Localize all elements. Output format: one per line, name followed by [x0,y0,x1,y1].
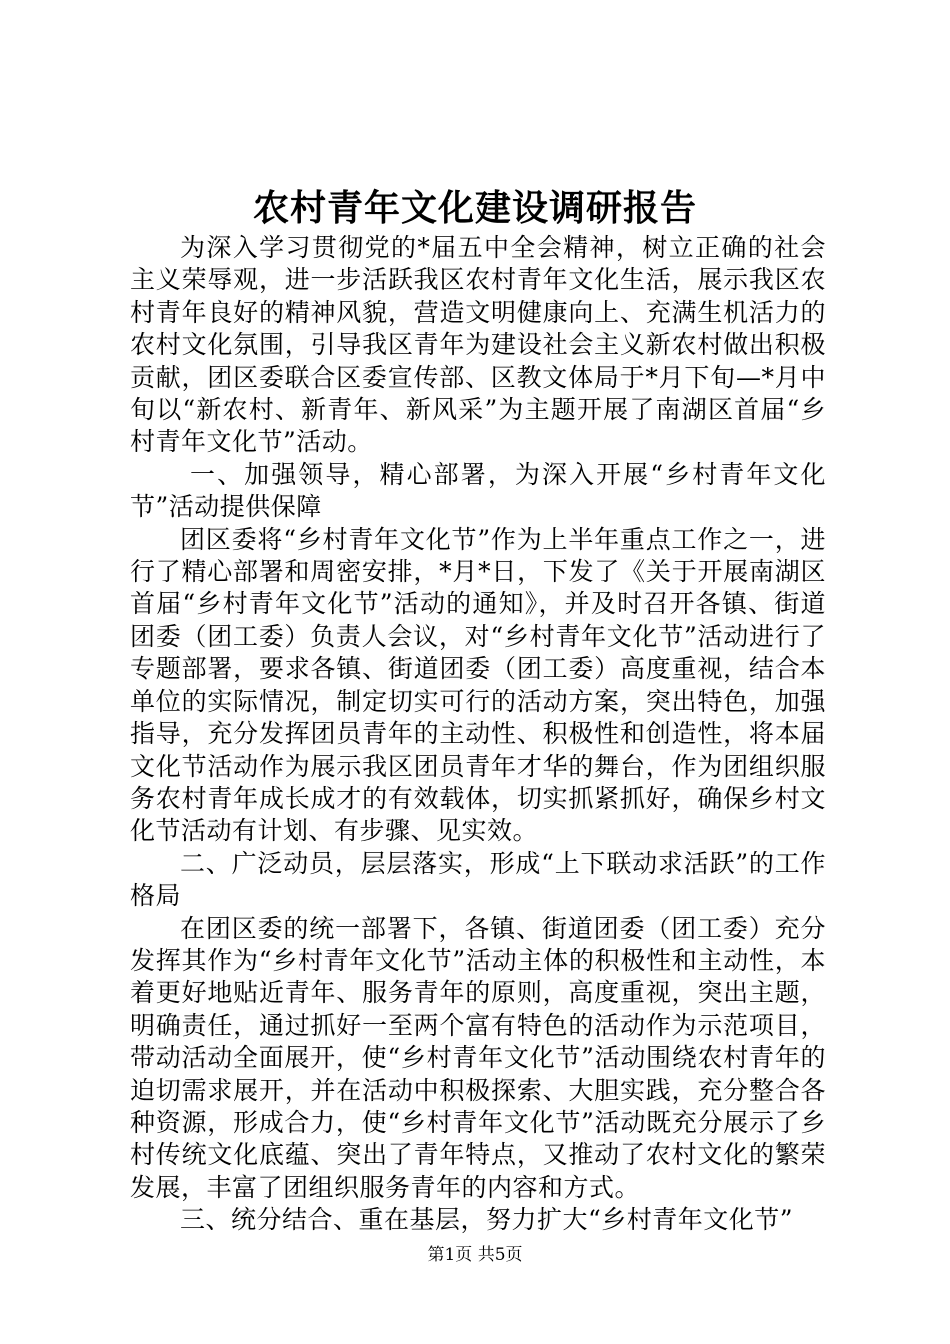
section-heading-2: 二、广泛动员，层层落实，形成“上下联动求活跃”的工作格局 [130,848,826,911]
document-body [130,232,826,1237]
section-heading-3: 三、统分结合、重在基层，努力扩大“乡村青年文化节” [180,1205,794,1235]
document-title: 农村青年文化建设调研报告 [252,187,697,229]
section-paragraph-2: 在团区委的统一部署下，各镇、街道团委（团工委）充分发挥其作为“乡村青年文化节”活动主体的积极性和主动性，本着更好地贴近青年、服务青年的原则，高度重视，突出主题，明确责任，通过抓好一至两个富有特色的活动作为示范项目，带动活动全面展开，使“乡村青年文化节”活动围绕农村青年的迫切需求展开，并在活动中积极探索、大胆实践，充分整合各种资源，形成合力，使“乡村青年文化节”活动既充分展示了乡村传统文化底蕴、突出了青年特点，又推动了农村文化的繁荣发展，丰富了团组织服务青年的内容和方式。 [130,913,826,1202]
section-paragraph-1: 团区委将“乡村青年文化节”作为上半年重点工作之一，进行了精心部署和周密安排，*月*日，下发了《关于开展南湖区首届“乡村青年文化节”活动的通知》，并及时召开各镇、街道团委（团工委）负责人会议，对“乡村青年文化节”活动进行了专题部署，要求各镇、街道团委（团工委）高度重视，结合本单位的实际情况，制定切实可行的活动方案，突出特色，加强指导，充分发挥团员青年的主动性、积极性和创造性，将本届文化节活动作为展示我区团员青年才华的舞台，作为团组织服务农村青年成长成才的有效载体，切实抓紧抓好，确保乡村文化节活动有计划、有步骤、见实效。 [130,524,826,846]
page-footer: 第1页 共5页 [427,1245,523,1265]
intro-paragraph: 为深入学习贯彻党的*届五中全会精神，树立正确的社会主义荣辱观，进一步活跃我区农村青年文化生活，展示我区农村青年良好的精神风貌，营造文明健康向上、充满生机活力的农村文化氛围，引导我区青年为建设社会主义新农村做出积极贡献，团区委联合区委宣传部、区教文体局于*月下旬—*月中旬以“新农村、新青年、新风采”为主题开展了南湖区首届“乡村青年文化节”活动。 [130,233,826,457]
section-heading-1: 一、加强领导，精心部署，为深入开展“乡村青年文化节”活动提供保障 [130,459,826,522]
